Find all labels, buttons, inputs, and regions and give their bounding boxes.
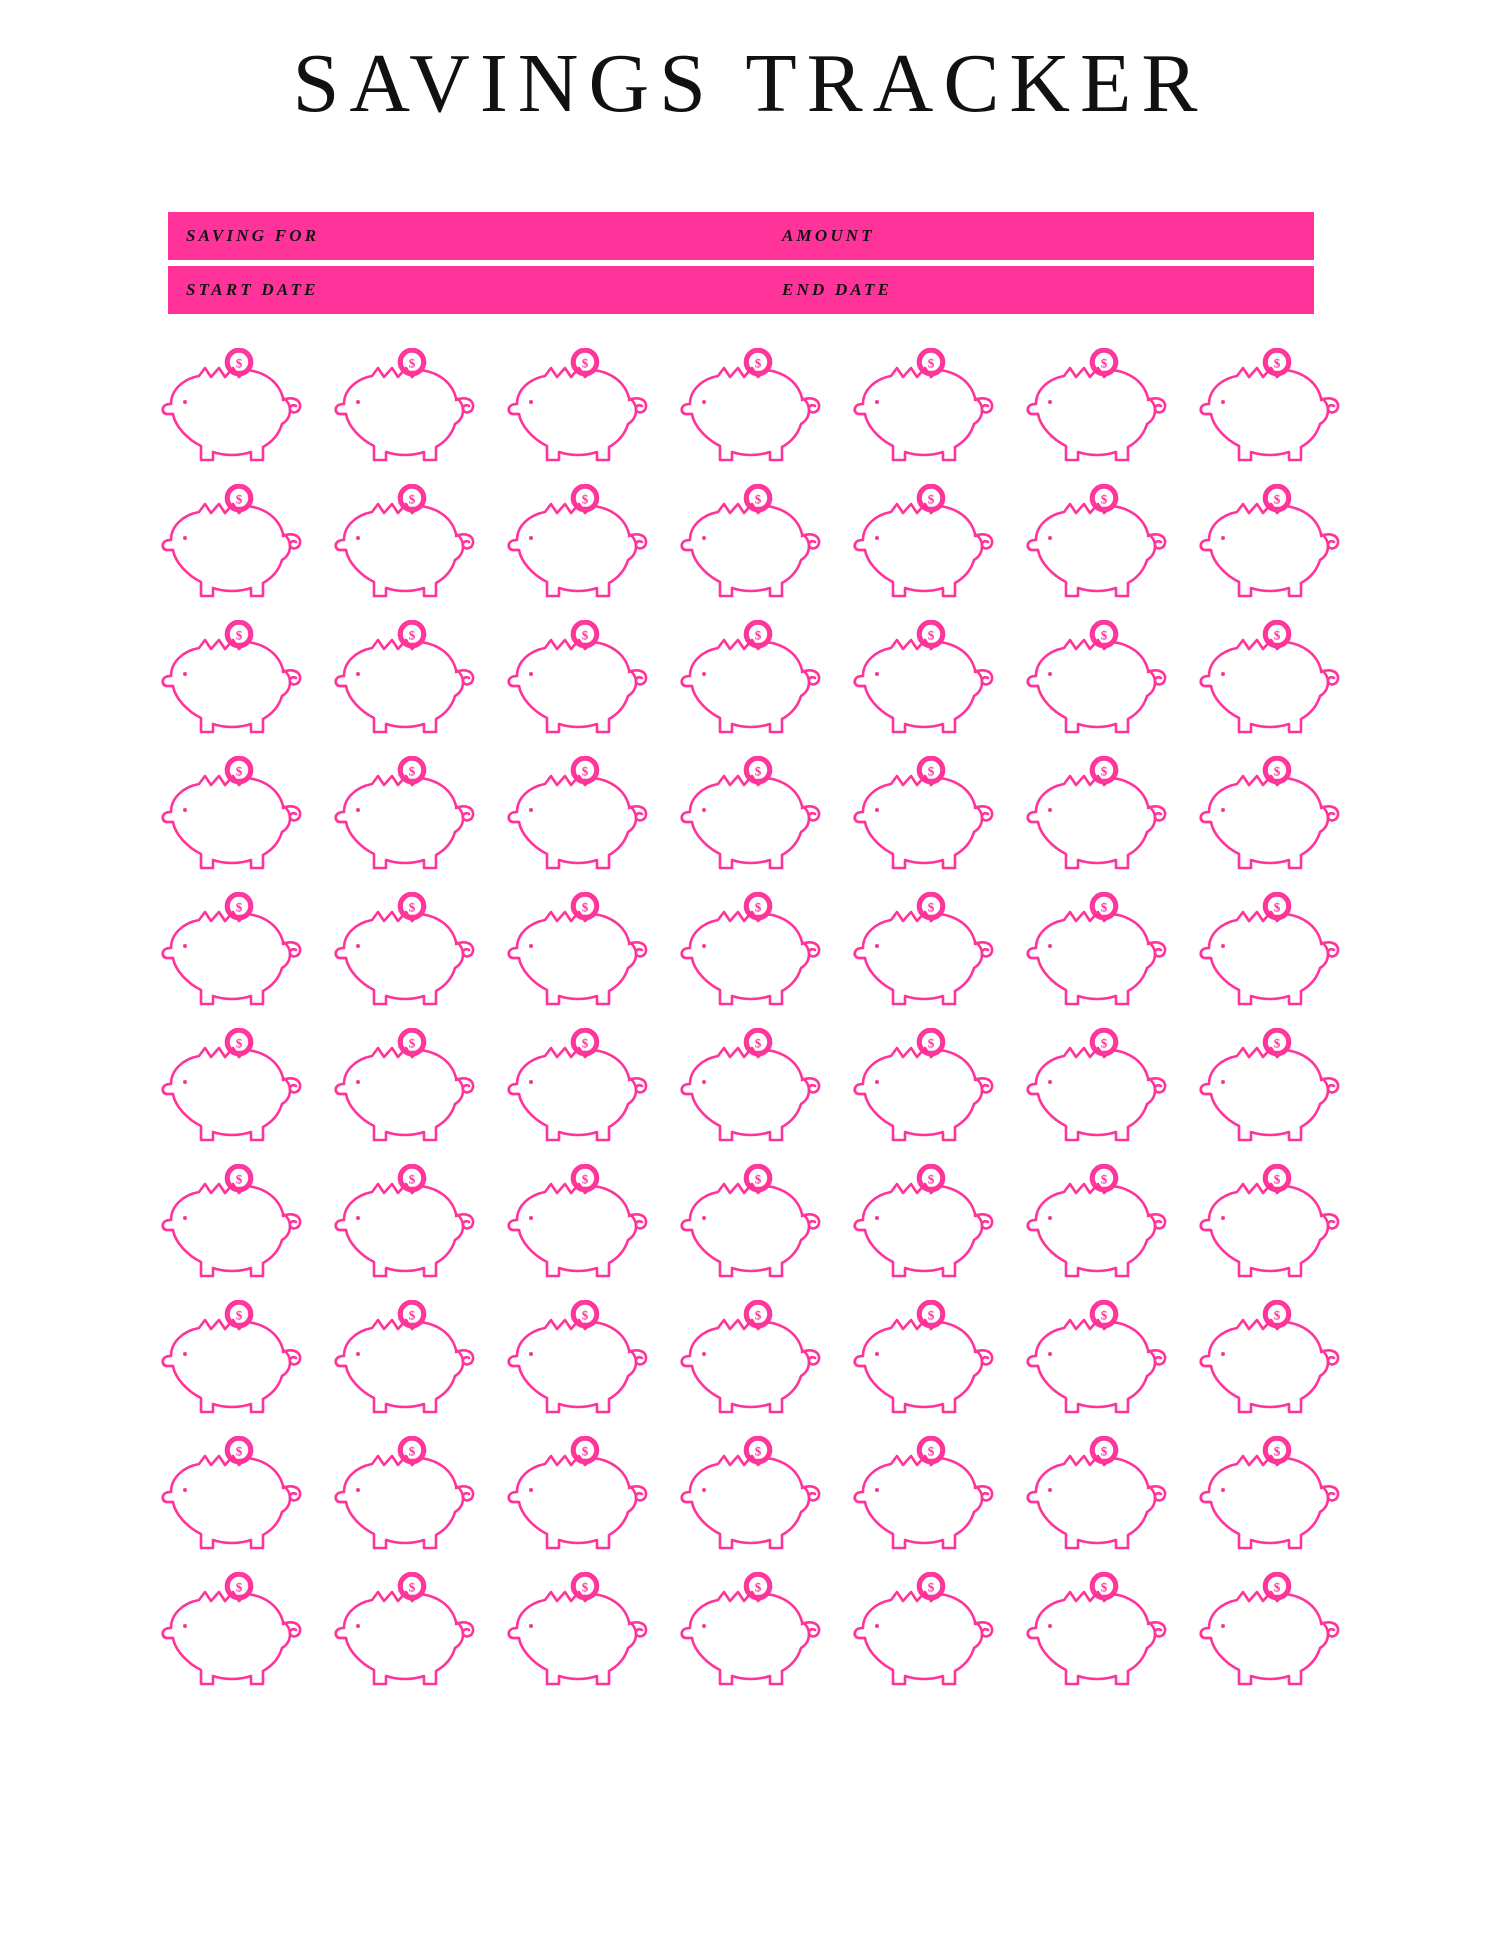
svg-text:$: $ — [754, 763, 761, 779]
svg-text:$: $ — [754, 899, 761, 915]
svg-text:$: $ — [235, 763, 242, 779]
piggy-bank-icon[interactable] — [161, 1436, 313, 1564]
svg-text:$: $ — [1273, 1443, 1280, 1459]
svg-text:$: $ — [581, 1307, 588, 1323]
svg-text:$: $ — [1273, 627, 1280, 643]
piggy-bank-icon[interactable] — [334, 348, 486, 476]
svg-text:$: $ — [1100, 1171, 1107, 1187]
piggy-bank-icon[interactable] — [853, 892, 1005, 1020]
svg-text:$: $ — [1100, 1443, 1107, 1459]
svg-text:$: $ — [1100, 491, 1107, 507]
piggy-bank-icon[interactable] — [853, 756, 1005, 884]
piggy-bank-icon[interactable] — [507, 1300, 659, 1428]
svg-text:$: $ — [754, 355, 761, 371]
piggy-bank-icon[interactable] — [161, 1164, 313, 1292]
svg-text:$: $ — [1273, 491, 1280, 507]
piggy-bank-icon[interactable] — [507, 1164, 659, 1292]
piggy-bank-icon[interactable] — [334, 1572, 486, 1700]
svg-text:$: $ — [408, 491, 415, 507]
svg-text:$: $ — [927, 1579, 934, 1595]
piggy-bank-icon[interactable] — [334, 1164, 486, 1292]
svg-text:$: $ — [581, 1579, 588, 1595]
svg-text:$: $ — [581, 491, 588, 507]
svg-text:$: $ — [927, 899, 934, 915]
svg-text:$: $ — [235, 1035, 242, 1051]
piggy-bank-icon[interactable] — [1026, 348, 1178, 476]
piggy-bank-icon[interactable] — [1026, 484, 1178, 612]
svg-text:$: $ — [408, 1171, 415, 1187]
svg-text:$: $ — [581, 1171, 588, 1187]
piggy-bank-icon[interactable] — [1199, 620, 1351, 748]
piggy-bank-icon[interactable] — [853, 1164, 1005, 1292]
piggy-bank-icon[interactable] — [1199, 1572, 1351, 1700]
piggy-bank-icon[interactable] — [680, 892, 832, 1020]
piggy-bank-icon[interactable] — [334, 892, 486, 1020]
svg-text:$: $ — [1100, 1307, 1107, 1323]
svg-text:$: $ — [235, 491, 242, 507]
piggy-bank-icon[interactable] — [1199, 484, 1351, 612]
piggy-bank-icon[interactable] — [1026, 892, 1178, 1020]
svg-text:$: $ — [1100, 627, 1107, 643]
piggy-bank-icon[interactable] — [334, 1028, 486, 1156]
svg-text:$: $ — [927, 1171, 934, 1187]
piggy-bank-icon[interactable] — [1026, 1300, 1178, 1428]
piggy-bank-icon[interactable] — [853, 620, 1005, 748]
piggy-bank-icon[interactable] — [853, 1028, 1005, 1156]
svg-text:$: $ — [1273, 899, 1280, 915]
svg-text:$: $ — [1100, 1579, 1107, 1595]
piggy-bank-icon[interactable] — [853, 1572, 1005, 1700]
piggy-bank-icon[interactable] — [680, 1572, 832, 1700]
svg-text:$: $ — [235, 899, 242, 915]
piggy-bank-icon[interactable] — [161, 484, 313, 612]
start-date-label: START DATE — [186, 280, 319, 299]
piggy-bank-icon[interactable] — [334, 620, 486, 748]
piggy-bank-icon[interactable] — [507, 892, 659, 1020]
svg-text:$: $ — [235, 355, 242, 371]
piggy-bank-icon[interactable] — [161, 892, 313, 1020]
svg-text:$: $ — [581, 627, 588, 643]
piggy-bank-icon[interactable] — [680, 756, 832, 884]
piggy-bank-icon[interactable] — [1026, 756, 1178, 884]
piggy-bank-icon[interactable] — [334, 756, 486, 884]
piggy-bank-icon[interactable] — [507, 1436, 659, 1564]
svg-text:$: $ — [754, 627, 761, 643]
svg-text:$: $ — [408, 1307, 415, 1323]
piggy-bank-icon[interactable] — [1199, 756, 1351, 884]
piggy-bank-icon[interactable] — [507, 756, 659, 884]
svg-text:$: $ — [581, 763, 588, 779]
piggy-bank-icon[interactable] — [680, 620, 832, 748]
piggy-bank-icon[interactable] — [161, 1300, 313, 1428]
piggy-bank-icon[interactable] — [334, 1300, 486, 1428]
piggy-bank-icon[interactable] — [161, 620, 313, 748]
svg-text:$: $ — [581, 355, 588, 371]
piggy-bank-icon[interactable] — [161, 348, 313, 476]
svg-text:$: $ — [1100, 763, 1107, 779]
page-title: SAVINGS TRACKER — [292, 37, 1208, 130]
svg-text:$: $ — [754, 1443, 761, 1459]
piggy-bank-icon[interactable] — [161, 756, 313, 884]
piggy-bank-icon[interactable] — [507, 620, 659, 748]
svg-text:$: $ — [581, 1035, 588, 1051]
svg-text:$: $ — [1273, 1579, 1280, 1595]
piggy-bank-icon[interactable] — [161, 1572, 313, 1700]
piggy-bank-icon[interactable] — [1026, 1436, 1178, 1564]
svg-text:$: $ — [408, 1579, 415, 1595]
svg-text:$: $ — [1273, 1171, 1280, 1187]
svg-text:$: $ — [581, 1443, 588, 1459]
piggy-bank-icon[interactable] — [1026, 1164, 1178, 1292]
piggy-bank-icon[interactable] — [680, 1436, 832, 1564]
piggy-bank-icon[interactable] — [1199, 348, 1351, 476]
svg-text:$: $ — [1100, 355, 1107, 371]
svg-text:$: $ — [754, 1035, 761, 1051]
svg-text:$: $ — [754, 491, 761, 507]
svg-text:$: $ — [927, 627, 934, 643]
svg-text:$: $ — [927, 1443, 934, 1459]
piggy-bank-grid — [150, 348, 1360, 1708]
svg-text:$: $ — [408, 1035, 415, 1051]
svg-text:$: $ — [235, 1579, 242, 1595]
info-fields — [168, 212, 1314, 314]
svg-text:$: $ — [1273, 763, 1280, 779]
piggy-bank-icon[interactable] — [1026, 1572, 1178, 1700]
svg-text:$: $ — [1273, 1035, 1280, 1051]
piggy-bank-icon[interactable] — [853, 1436, 1005, 1564]
end-date-label: END DATE — [782, 280, 893, 299]
piggy-bank-icon[interactable] — [680, 1028, 832, 1156]
svg-text:$: $ — [1100, 899, 1107, 915]
piggy-bank-icon[interactable] — [507, 1572, 659, 1700]
piggy-bank-icon[interactable] — [507, 484, 659, 612]
svg-text:$: $ — [235, 1171, 242, 1187]
piggy-bank-icon[interactable] — [680, 484, 832, 612]
field-row-2 — [168, 266, 1314, 314]
svg-text:$: $ — [1100, 1035, 1107, 1051]
piggy-bank-icon[interactable] — [680, 1300, 832, 1428]
svg-text:$: $ — [235, 627, 242, 643]
saving-for-label: SAVING FOR — [186, 226, 320, 245]
piggy-bank-icon[interactable] — [680, 348, 832, 476]
piggy-bank-icon[interactable] — [853, 484, 1005, 612]
piggy-bank-icon[interactable] — [680, 1164, 832, 1292]
svg-text:$: $ — [754, 1307, 761, 1323]
svg-text:$: $ — [408, 763, 415, 779]
piggy-bank-icon[interactable] — [507, 348, 659, 476]
svg-text:$: $ — [408, 355, 415, 371]
svg-text:$: $ — [927, 355, 934, 371]
svg-text:$: $ — [927, 491, 934, 507]
svg-text:$: $ — [408, 1443, 415, 1459]
piggy-bank-icon[interactable] — [853, 348, 1005, 476]
amount-label: AMOUNT — [782, 226, 875, 245]
svg-text:$: $ — [927, 1307, 934, 1323]
piggy-bank-icon[interactable] — [1199, 1164, 1351, 1292]
field-row-1 — [168, 212, 1314, 260]
svg-text:$: $ — [927, 1035, 934, 1051]
piggy-bank-icon[interactable] — [334, 484, 486, 612]
piggy-bank-icon[interactable] — [1199, 892, 1351, 1020]
svg-text:$: $ — [235, 1443, 242, 1459]
svg-text:$: $ — [1273, 355, 1280, 371]
piggy-bank-icon[interactable] — [1199, 1436, 1351, 1564]
svg-text:$: $ — [754, 1171, 761, 1187]
piggy-bank-icon[interactable] — [334, 1436, 486, 1564]
svg-text:$: $ — [408, 899, 415, 915]
svg-text:$: $ — [927, 763, 934, 779]
svg-text:$: $ — [408, 627, 415, 643]
piggy-bank-icon[interactable] — [1199, 1028, 1351, 1156]
piggy-bank-icon[interactable] — [1026, 620, 1178, 748]
piggy-bank-icon[interactable] — [161, 1028, 313, 1156]
piggy-bank-icon[interactable] — [1026, 1028, 1178, 1156]
svg-text:$: $ — [235, 1307, 242, 1323]
piggy-bank-icon[interactable] — [507, 1028, 659, 1156]
svg-text:$: $ — [754, 1579, 761, 1595]
piggy-bank-icon[interactable] — [853, 1300, 1005, 1428]
piggy-bank-icon[interactable] — [1199, 1300, 1351, 1428]
svg-text:$: $ — [581, 899, 588, 915]
svg-text:$: $ — [1273, 1307, 1280, 1323]
